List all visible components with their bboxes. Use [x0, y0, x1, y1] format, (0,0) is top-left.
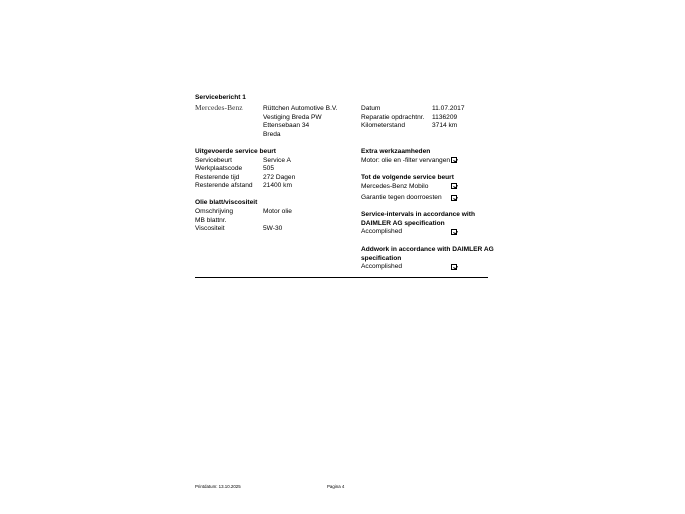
order-value: 1136209	[432, 113, 458, 121]
addwork-heading: Addwork in accordance with DAIMLER AG	[361, 246, 494, 253]
service-row-value: 272 Dagen	[263, 173, 296, 181]
intervals-item-label: Accomplished	[361, 228, 403, 235]
page-number: Pagina 4	[327, 484, 345, 489]
service-row-label: Resterende afstand	[195, 182, 253, 189]
mercedes-benz-logo: Mercedes-Benz	[195, 103, 243, 112]
date-value: 11.07.2017	[432, 105, 465, 112]
dealer-city: Breda	[263, 130, 281, 138]
intervals-heading: Service-intervals in accordance with	[361, 211, 475, 218]
oil-row-label: MB blattnr.	[195, 216, 227, 224]
service-row-value: 505	[263, 165, 275, 172]
checkbox-checked-icon	[451, 195, 457, 201]
km-label: Kilometerstand	[361, 122, 405, 129]
page-title: Servicebericht 1	[195, 94, 246, 101]
checkbox-checked-icon	[451, 157, 457, 163]
service-row-label: Resterende tijd	[195, 173, 240, 181]
service-row-label: Servicebeurt	[195, 156, 233, 164]
oil-row-value: 5W-30	[263, 225, 283, 232]
oil-row-label: Viscositeit	[195, 225, 225, 232]
extra-item-label: Motor: olie en -filter vervangen	[361, 156, 451, 164]
following-heading: Tot de volgende service beurt	[361, 174, 454, 181]
dealer-branch: Vestiging Breda PW	[263, 113, 322, 121]
intervals-heading-cont: DAIMLER AG specification	[361, 219, 445, 227]
oil-heading: Olie blatt/viscositeit	[195, 199, 258, 206]
service-heading: Uitgevoerde service beurt	[195, 148, 276, 155]
print-date: Printdatum: 13.10.2025	[195, 484, 241, 489]
following-item-label: Mercedes-Benz Mobilo	[361, 182, 429, 190]
section-divider	[195, 277, 488, 278]
oil-row-label: Omschrijving	[195, 208, 234, 215]
addwork-heading-cont: specification	[361, 254, 402, 262]
oil-row-value: Motor olie	[263, 208, 292, 215]
dealer-street: Ettensebaan 34	[263, 122, 310, 129]
checkbox-checked-icon	[451, 229, 457, 235]
km-value: 3714 km	[432, 122, 458, 129]
service-row-value: Service A	[263, 156, 291, 164]
date-label: Datum	[361, 105, 381, 112]
order-label: Reparatie opdrachtnr.	[361, 113, 425, 121]
following-item-label: Garantie tegen doorroesten	[361, 194, 442, 201]
extra-heading: Extra werkzaamheden	[361, 148, 431, 155]
checkbox-checked-icon	[451, 264, 457, 270]
service-row-label: Werkplaatscode	[195, 165, 243, 172]
service-row-value: 21400 km	[263, 182, 292, 189]
checkbox-checked-icon	[451, 183, 457, 189]
addwork-item-label: Accomplished	[361, 263, 403, 270]
dealer-name: Rüttchen Automotive B.V.	[263, 105, 338, 112]
